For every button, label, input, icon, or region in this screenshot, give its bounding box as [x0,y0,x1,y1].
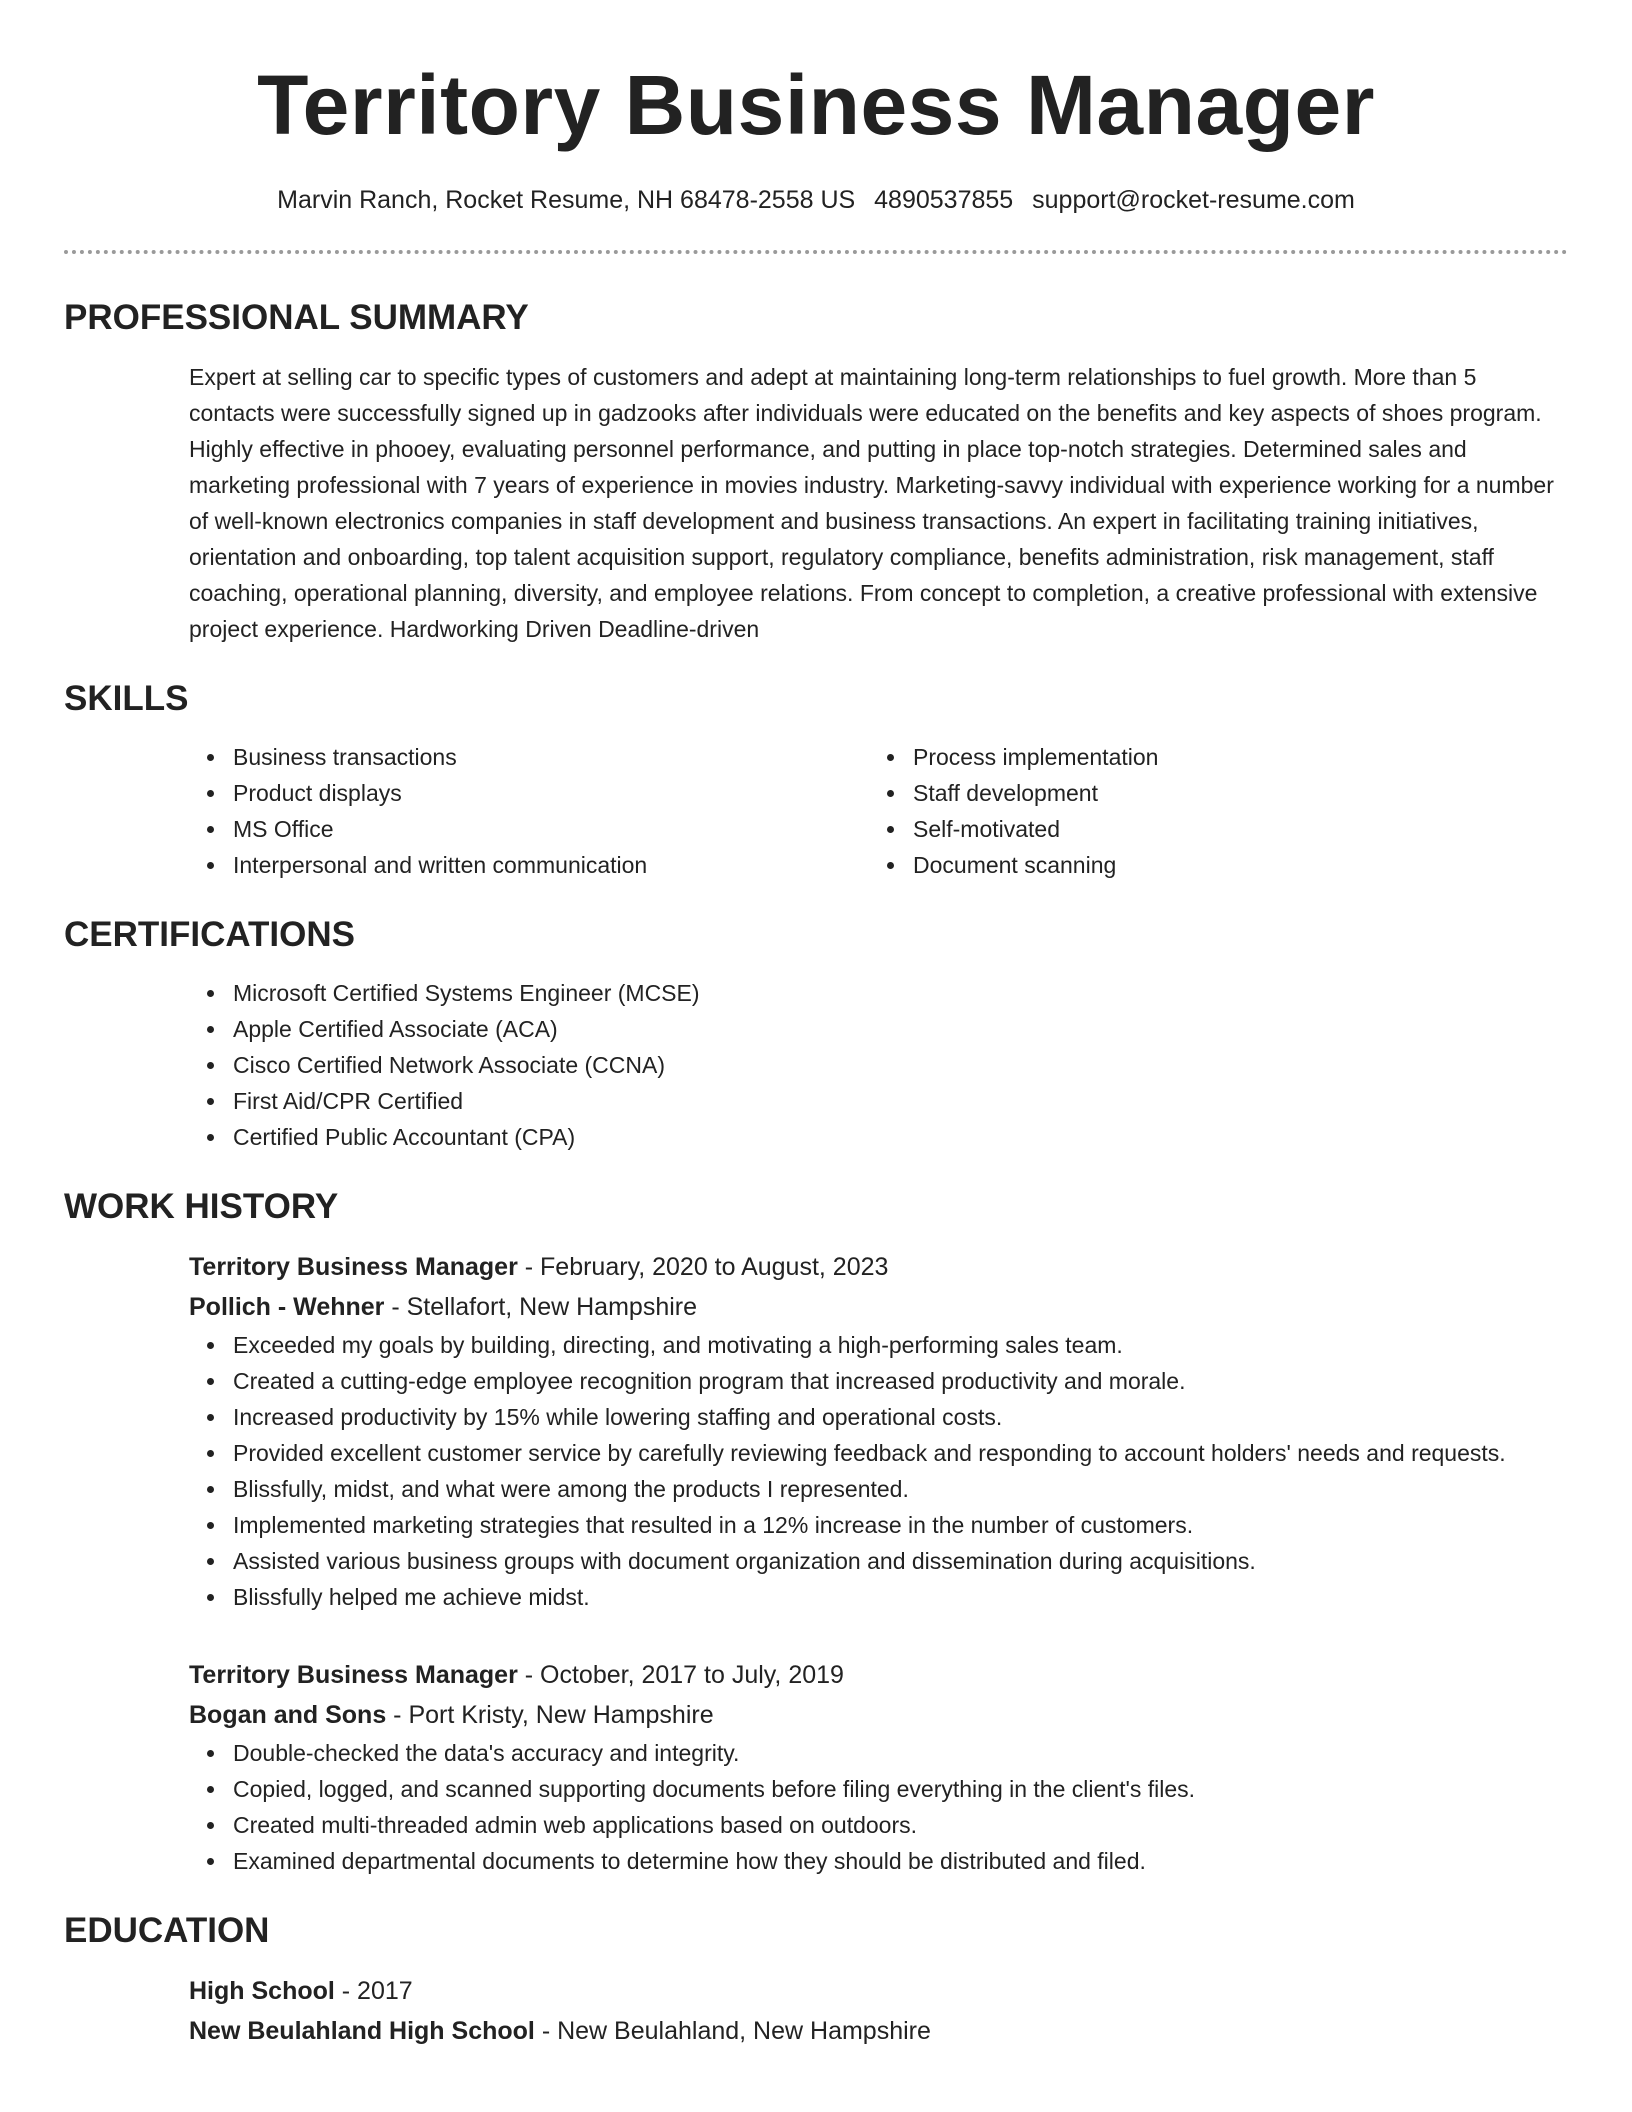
education-entry [189,1971,1568,2051]
certification-item: Microsoft Certified Systems Engineer (MCSE) [233,975,1568,1011]
education-degree: High School [189,1977,335,2005]
certifications-block [189,975,1568,1155]
summary-heading: PROFESSIONAL SUMMARY [64,298,529,337]
certification-item: First Aid/CPR Certified [233,1083,1568,1119]
job-company-line [189,1695,1568,1735]
job-duty-item: Created multi-threaded admin web applications based on outdoors. [233,1807,1568,1843]
skill-item: Process implementation [913,739,1549,775]
contact-email: support@rocket-resume.com [1032,186,1355,214]
skill-item: Interpersonal and written communication [233,847,869,883]
resume-name: Territory Business Manager [257,58,1375,152]
skills-list-right [869,739,1549,883]
job-dates: - October, 2017 to July, 2019 [517,1661,844,1689]
summary-text: Expert at selling car to specific types of customers and adept at maintaining long-term relationships to fuel growth. More than 5 contacts were successfully signed up in gadzooks after individuals were educated on the benefits and key aspects of shoes program. Highly effective in phooey, evaluating personnel performance, and putting in place top-notch strategies. Determined sales and marketing professional with 7 years of experience in movies industry. Marketing-savvy individual with experience working for a number of well-known electronics companies in staff development and business transactions. An expert in facilitating training initiatives, orientation and onboarding, top talent acquisition support, regulatory compliance, benefits administration, risk management, staff coaching, operational planning, diversity, and employee relations. From concept to completion, a creative professional with extensive project experience. Hardworking Driven Deadline-driven [189,364,1554,642]
skills-column-right [869,739,1549,883]
education-heading: EDUCATION [64,1911,270,1950]
job-duties-list [189,1327,1568,1615]
contact-address: Marvin Ranch, Rocket Resume, NH 68478-2558 US [277,186,856,214]
job-role: Territory Business Manager [189,1253,518,1281]
job-company: Bogan and Sons [189,1701,387,1729]
skill-item: Staff development [913,775,1549,811]
job-duty-item: Implemented marketing strategies that resulted in a 12% increase in the number of customers. [233,1507,1568,1543]
job-duty-item: Exceeded my goals by building, directing, and motivating a high-performing sales team. [233,1327,1568,1363]
job-entry [189,1655,1568,1879]
job-entry [189,1247,1568,1615]
skill-item: Self-motivated [913,811,1549,847]
job-company: Pollich - Wehner [189,1293,385,1321]
job-company-line [189,1287,1568,1327]
job-title-line [189,1247,1568,1287]
job-duties-list [189,1735,1568,1879]
header-divider [64,250,1568,254]
education-school: New Beulahland High School [189,2017,535,2045]
certification-item: Apple Certified Associate (ACA) [233,1011,1568,1047]
skills-heading: SKILLS [64,679,189,718]
job-title-line [189,1655,1568,1695]
certification-item: Cisco Certified Network Associate (CCNA) [233,1047,1568,1083]
job-duty-item: Blissfully helped me achieve midst. [233,1579,1568,1615]
job-role: Territory Business Manager [189,1661,518,1689]
job-duty-item: Assisted various business groups with document organization and dissemination during acquisitions. [233,1543,1568,1579]
skill-item: MS Office [233,811,869,847]
job-duty-item: Copied, logged, and scanned supporting documents before filing everything in the client's files. [233,1771,1568,1807]
job-dates: - February, 2020 to August, 2023 [517,1253,889,1281]
skills-column-left [189,739,869,883]
job-duty-item: Created a cutting-edge employee recognition program that increased productivity and morale. [233,1363,1568,1399]
education-location: - New Beulahland, New Hampshire [534,2017,931,2045]
job-duty-item: Provided excellent customer service by carefully reviewing feedback and responding to account holders' needs and requests. [233,1435,1568,1471]
contact-phone: 4890537855 [874,186,1014,214]
contact-line [64,184,1568,216]
skill-item: Business transactions [233,739,869,775]
job-duty-item: Blissfully, midst, and what were among the products I represented. [233,1471,1568,1507]
certifications-heading: CERTIFICATIONS [64,915,356,954]
skill-item: Product displays [233,775,869,811]
education-degree-line [189,1971,1568,2011]
job-location: - Port Kristy, New Hampshire [386,1701,714,1729]
work-history-heading: WORK HISTORY [64,1187,339,1226]
job-duty-item: Double-checked the data's accuracy and integrity. [233,1735,1568,1771]
certifications-list [189,975,1568,1155]
certification-item: Certified Public Accountant (CPA) [233,1119,1568,1155]
job-duty-item: Increased productivity by 15% while lowering staffing and operational costs. [233,1399,1568,1435]
job-duty-item: Examined departmental documents to determine how they should be distributed and filed. [233,1843,1568,1879]
job-location: - Stellafort, New Hampshire [384,1293,698,1321]
skill-item: Document scanning [913,847,1549,883]
education-year: - 2017 [334,1977,413,2005]
education-school-line [189,2011,1568,2051]
skills-grid [189,739,1568,883]
skills-list-left [189,739,869,883]
